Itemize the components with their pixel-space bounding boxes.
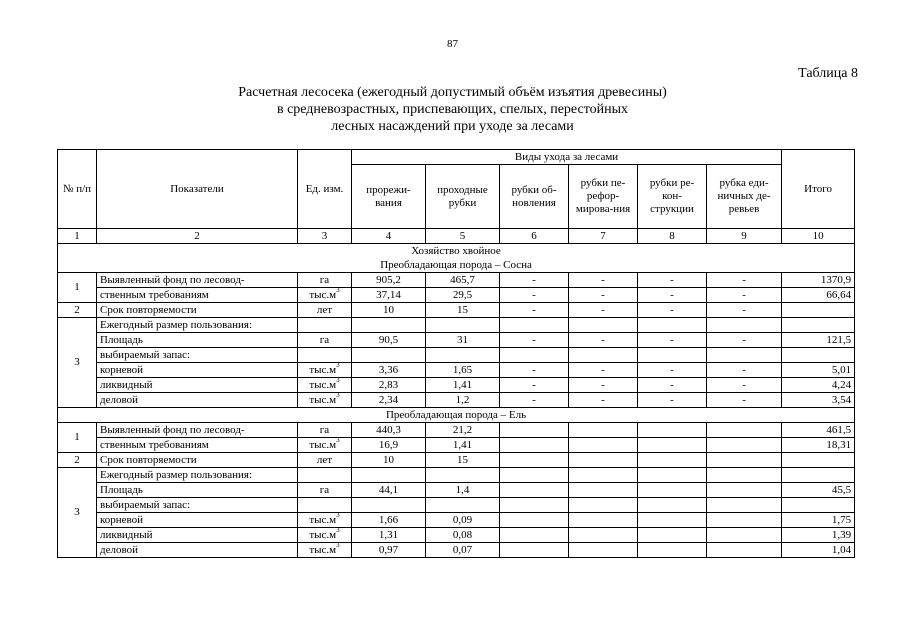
value-cell (707, 513, 782, 528)
row-label: ственным требованиям (97, 438, 298, 453)
table-row (58, 423, 855, 438)
cube-superscript: 3 (336, 512, 340, 519)
value-cell: 29,5 (426, 288, 500, 303)
value-cell (569, 453, 638, 468)
value-cell: 10 (352, 453, 426, 468)
table-row (58, 453, 855, 468)
section-heading-row (58, 244, 855, 273)
value-cell (707, 453, 782, 468)
unit-text: тыс.м (309, 528, 337, 541)
header-col9: рубка еди-ничных де-ревьев (707, 165, 782, 229)
table-row (58, 363, 855, 378)
value-cell (569, 543, 638, 558)
empty-cell (352, 318, 426, 333)
empty-cell (500, 498, 569, 513)
value-cell (707, 483, 782, 498)
value-cell: - (569, 393, 638, 408)
table-row (58, 348, 855, 363)
col-number: 1 (58, 229, 97, 244)
value-cell: - (500, 363, 569, 378)
unit-cell: лет (298, 303, 352, 318)
total-cell: 5,01 (782, 363, 855, 378)
empty-cell (707, 498, 782, 513)
row-label: ликвидный (97, 378, 298, 393)
row-number: 1 (58, 273, 97, 303)
species-label: Преобладающая порода – Сосна (380, 259, 532, 271)
row-label: Срок повторяемости (97, 453, 298, 468)
value-cell: - (638, 333, 707, 348)
empty-cell (352, 468, 426, 483)
value-cell: 10 (352, 303, 426, 318)
value-cell: 1,2 (426, 393, 500, 408)
empty-cell (782, 468, 855, 483)
value-cell: 1,41 (426, 438, 500, 453)
unit-cell (298, 528, 352, 543)
empty-cell (500, 348, 569, 363)
row-label: корневой (97, 513, 298, 528)
unit-text: тыс.м (309, 393, 337, 406)
header-col5: проходные рубки (426, 165, 500, 229)
empty-cell (426, 348, 500, 363)
empty-cell (569, 318, 638, 333)
value-cell (638, 423, 707, 438)
empty-cell (426, 318, 500, 333)
total-cell: 121,5 (782, 333, 855, 348)
value-cell (638, 513, 707, 528)
value-cell (707, 423, 782, 438)
empty-cell (352, 348, 426, 363)
value-cell: 31 (426, 333, 500, 348)
total-cell: 45,5 (782, 483, 855, 498)
row-number: 3 (58, 318, 97, 408)
table-row (58, 468, 855, 483)
cube-superscript: 3 (336, 392, 340, 399)
table-row (58, 543, 855, 558)
row-label: Ежегодный размер пользования: (97, 318, 298, 333)
value-cell: 15 (426, 303, 500, 318)
value-cell (500, 513, 569, 528)
title-line-2: в средневозрастных, приспевающих, спелых, перестойных (276, 102, 629, 117)
value-cell: 440,3 (352, 423, 426, 438)
value-cell (638, 453, 707, 468)
unit-cell (298, 318, 352, 333)
value-cell: 1,66 (352, 513, 426, 528)
unit-cell: лет (298, 453, 352, 468)
table-row (58, 513, 855, 528)
unit-cell (298, 378, 352, 393)
value-cell: - (707, 363, 782, 378)
unit-cell (298, 393, 352, 408)
empty-cell (426, 468, 500, 483)
header-unit: Ед. изм. (298, 150, 352, 229)
row-label: Площадь (97, 483, 298, 498)
unit-cell (298, 543, 352, 558)
value-cell (569, 438, 638, 453)
cube-superscript: 3 (336, 377, 340, 384)
value-cell: - (569, 378, 638, 393)
value-cell: - (707, 303, 782, 318)
empty-cell (782, 318, 855, 333)
value-cell (707, 438, 782, 453)
total-cell (782, 303, 855, 318)
cube-superscript: 3 (336, 287, 340, 294)
value-cell: 0,07 (426, 543, 500, 558)
row-number: 3 (58, 468, 97, 558)
column-numbers-row (58, 229, 855, 244)
value-cell: 1,31 (352, 528, 426, 543)
value-cell: - (638, 378, 707, 393)
unit-text: тыс.м (309, 513, 337, 526)
empty-cell (782, 348, 855, 363)
unit-text: тыс.м (309, 543, 337, 556)
empty-cell (707, 348, 782, 363)
unit-text: тыс.м (309, 363, 337, 376)
value-cell: - (638, 303, 707, 318)
value-cell: - (500, 333, 569, 348)
value-cell: 16,9 (352, 438, 426, 453)
row-number: 1 (58, 423, 97, 453)
value-cell: - (707, 378, 782, 393)
value-cell (569, 528, 638, 543)
unit-cell: га (298, 483, 352, 498)
unit-cell (298, 288, 352, 303)
total-cell (782, 453, 855, 468)
value-cell (500, 483, 569, 498)
value-cell (707, 528, 782, 543)
value-cell: - (569, 363, 638, 378)
farm-label: Хозяйство хвойное (411, 245, 501, 257)
value-cell (500, 423, 569, 438)
table-row (58, 393, 855, 408)
value-cell (638, 528, 707, 543)
col-number: 8 (638, 229, 707, 244)
empty-cell (638, 348, 707, 363)
value-cell: 21,2 (426, 423, 500, 438)
value-cell: - (500, 378, 569, 393)
row-number: 2 (58, 453, 97, 468)
value-cell: 0,97 (352, 543, 426, 558)
value-cell: 37,14 (352, 288, 426, 303)
value-cell: - (500, 288, 569, 303)
col-number: 7 (569, 229, 638, 244)
value-cell (638, 483, 707, 498)
unit-text: тыс.м (309, 378, 337, 391)
value-cell: 44,1 (352, 483, 426, 498)
total-cell: 1,04 (782, 543, 855, 558)
value-cell: 905,2 (352, 273, 426, 288)
unit-cell (298, 513, 352, 528)
total-cell: 18,31 (782, 438, 855, 453)
header-indicators: Показатели (97, 150, 298, 229)
value-cell: - (569, 303, 638, 318)
cube-superscript: 3 (336, 362, 340, 369)
row-label: выбираемый запас: (97, 348, 298, 363)
table-row (58, 438, 855, 453)
empty-cell (782, 498, 855, 513)
unit-cell: га (298, 423, 352, 438)
row-label: Площадь (97, 333, 298, 348)
col-number: 2 (97, 229, 298, 244)
value-cell: 2,34 (352, 393, 426, 408)
species-label: Преобладающая порода – Ель (58, 408, 855, 423)
value-cell (569, 513, 638, 528)
value-cell (707, 543, 782, 558)
empty-cell (638, 318, 707, 333)
value-cell (500, 453, 569, 468)
header-col6: рубки об-новления (500, 165, 569, 229)
table-row (58, 303, 855, 318)
section-heading (58, 244, 855, 273)
header-row-1 (58, 150, 855, 165)
row-label: Ежегодный размер пользования: (97, 468, 298, 483)
empty-cell (569, 498, 638, 513)
total-cell: 1370,9 (782, 273, 855, 288)
unit-cell: га (298, 273, 352, 288)
unit-cell (298, 438, 352, 453)
total-cell: 3,54 (782, 393, 855, 408)
data-table (57, 149, 855, 558)
row-label: выбираемый запас: (97, 498, 298, 513)
table-row (58, 273, 855, 288)
value-cell (500, 543, 569, 558)
row-label: ственным требованиям (97, 288, 298, 303)
table-row (58, 378, 855, 393)
value-cell: - (707, 333, 782, 348)
table-label: Таблица 8 (798, 66, 858, 81)
value-cell (569, 423, 638, 438)
unit-cell (298, 348, 352, 363)
value-cell: 3,36 (352, 363, 426, 378)
empty-cell (569, 348, 638, 363)
value-cell (569, 483, 638, 498)
row-label: корневой (97, 363, 298, 378)
unit-text: тыс.м (309, 438, 337, 451)
header-col7: рубки пе-рефор-мирова-ния (569, 165, 638, 229)
row-number: 2 (58, 303, 97, 318)
table-row (58, 288, 855, 303)
header-group: Виды ухода за лесами (352, 150, 782, 165)
total-cell: 1,39 (782, 528, 855, 543)
value-cell (638, 543, 707, 558)
col-number: 6 (500, 229, 569, 244)
empty-cell (352, 498, 426, 513)
value-cell: - (638, 393, 707, 408)
table-row (58, 528, 855, 543)
empty-cell (569, 468, 638, 483)
header-num: № п/п (58, 150, 97, 229)
cube-superscript: 3 (336, 542, 340, 549)
row-label: деловой (97, 543, 298, 558)
col-number: 9 (707, 229, 782, 244)
value-cell: - (638, 363, 707, 378)
table-row (58, 483, 855, 498)
value-cell: 465,7 (426, 273, 500, 288)
col-number: 3 (298, 229, 352, 244)
value-cell: - (707, 288, 782, 303)
cube-superscript: 3 (336, 527, 340, 534)
row-label: Выявленный фонд по лесовод- (97, 423, 298, 438)
value-cell: 0,08 (426, 528, 500, 543)
value-cell: 90,5 (352, 333, 426, 348)
unit-cell (298, 363, 352, 378)
value-cell (500, 438, 569, 453)
value-cell: - (569, 333, 638, 348)
table-title (0, 84, 905, 135)
species-heading-row (58, 408, 855, 423)
value-cell: - (500, 393, 569, 408)
row-label: Срок повторяемости (97, 303, 298, 318)
total-cell: 4,24 (782, 378, 855, 393)
total-cell: 461,5 (782, 423, 855, 438)
total-cell: 66,64 (782, 288, 855, 303)
col-number: 4 (352, 229, 426, 244)
unit-cell (298, 498, 352, 513)
unit-cell: га (298, 333, 352, 348)
row-label: Выявленный фонд по лесовод- (97, 273, 298, 288)
empty-cell (638, 468, 707, 483)
title-line-3: лесных насаждений при уходе за лесами (331, 119, 574, 134)
total-cell: 1,75 (782, 513, 855, 528)
value-cell: 15 (426, 453, 500, 468)
unit-text: тыс.м (309, 288, 337, 301)
value-cell (638, 438, 707, 453)
unit-cell (298, 468, 352, 483)
title-line-1: Расчетная лесосека (ежегодный допустимый объём изъятия древесины) (238, 85, 667, 100)
header-total: Итого (782, 150, 855, 229)
cube-superscript: 3 (336, 437, 340, 444)
row-label: ликвидный (97, 528, 298, 543)
header-col4: прорежи-вания (352, 165, 426, 229)
empty-cell (638, 498, 707, 513)
value-cell: 0,09 (426, 513, 500, 528)
page-number: 87 (447, 38, 458, 50)
value-cell: - (638, 288, 707, 303)
value-cell: - (500, 273, 569, 288)
table-row (58, 318, 855, 333)
value-cell: 1,41 (426, 378, 500, 393)
empty-cell (426, 498, 500, 513)
value-cell: - (569, 288, 638, 303)
row-label: деловой (97, 393, 298, 408)
value-cell: - (638, 273, 707, 288)
empty-cell (500, 318, 569, 333)
empty-cell (500, 468, 569, 483)
table-row (58, 333, 855, 348)
value-cell: 1,65 (426, 363, 500, 378)
value-cell (500, 528, 569, 543)
empty-cell (707, 318, 782, 333)
value-cell: - (707, 273, 782, 288)
col-number: 5 (426, 229, 500, 244)
value-cell: 1,4 (426, 483, 500, 498)
empty-cell (707, 468, 782, 483)
value-cell: 2,83 (352, 378, 426, 393)
value-cell: - (569, 273, 638, 288)
col-number: 10 (782, 229, 855, 244)
value-cell: - (500, 303, 569, 318)
value-cell: - (707, 393, 782, 408)
header-col8: рубки ре-кон-струкции (638, 165, 707, 229)
table-row (58, 498, 855, 513)
